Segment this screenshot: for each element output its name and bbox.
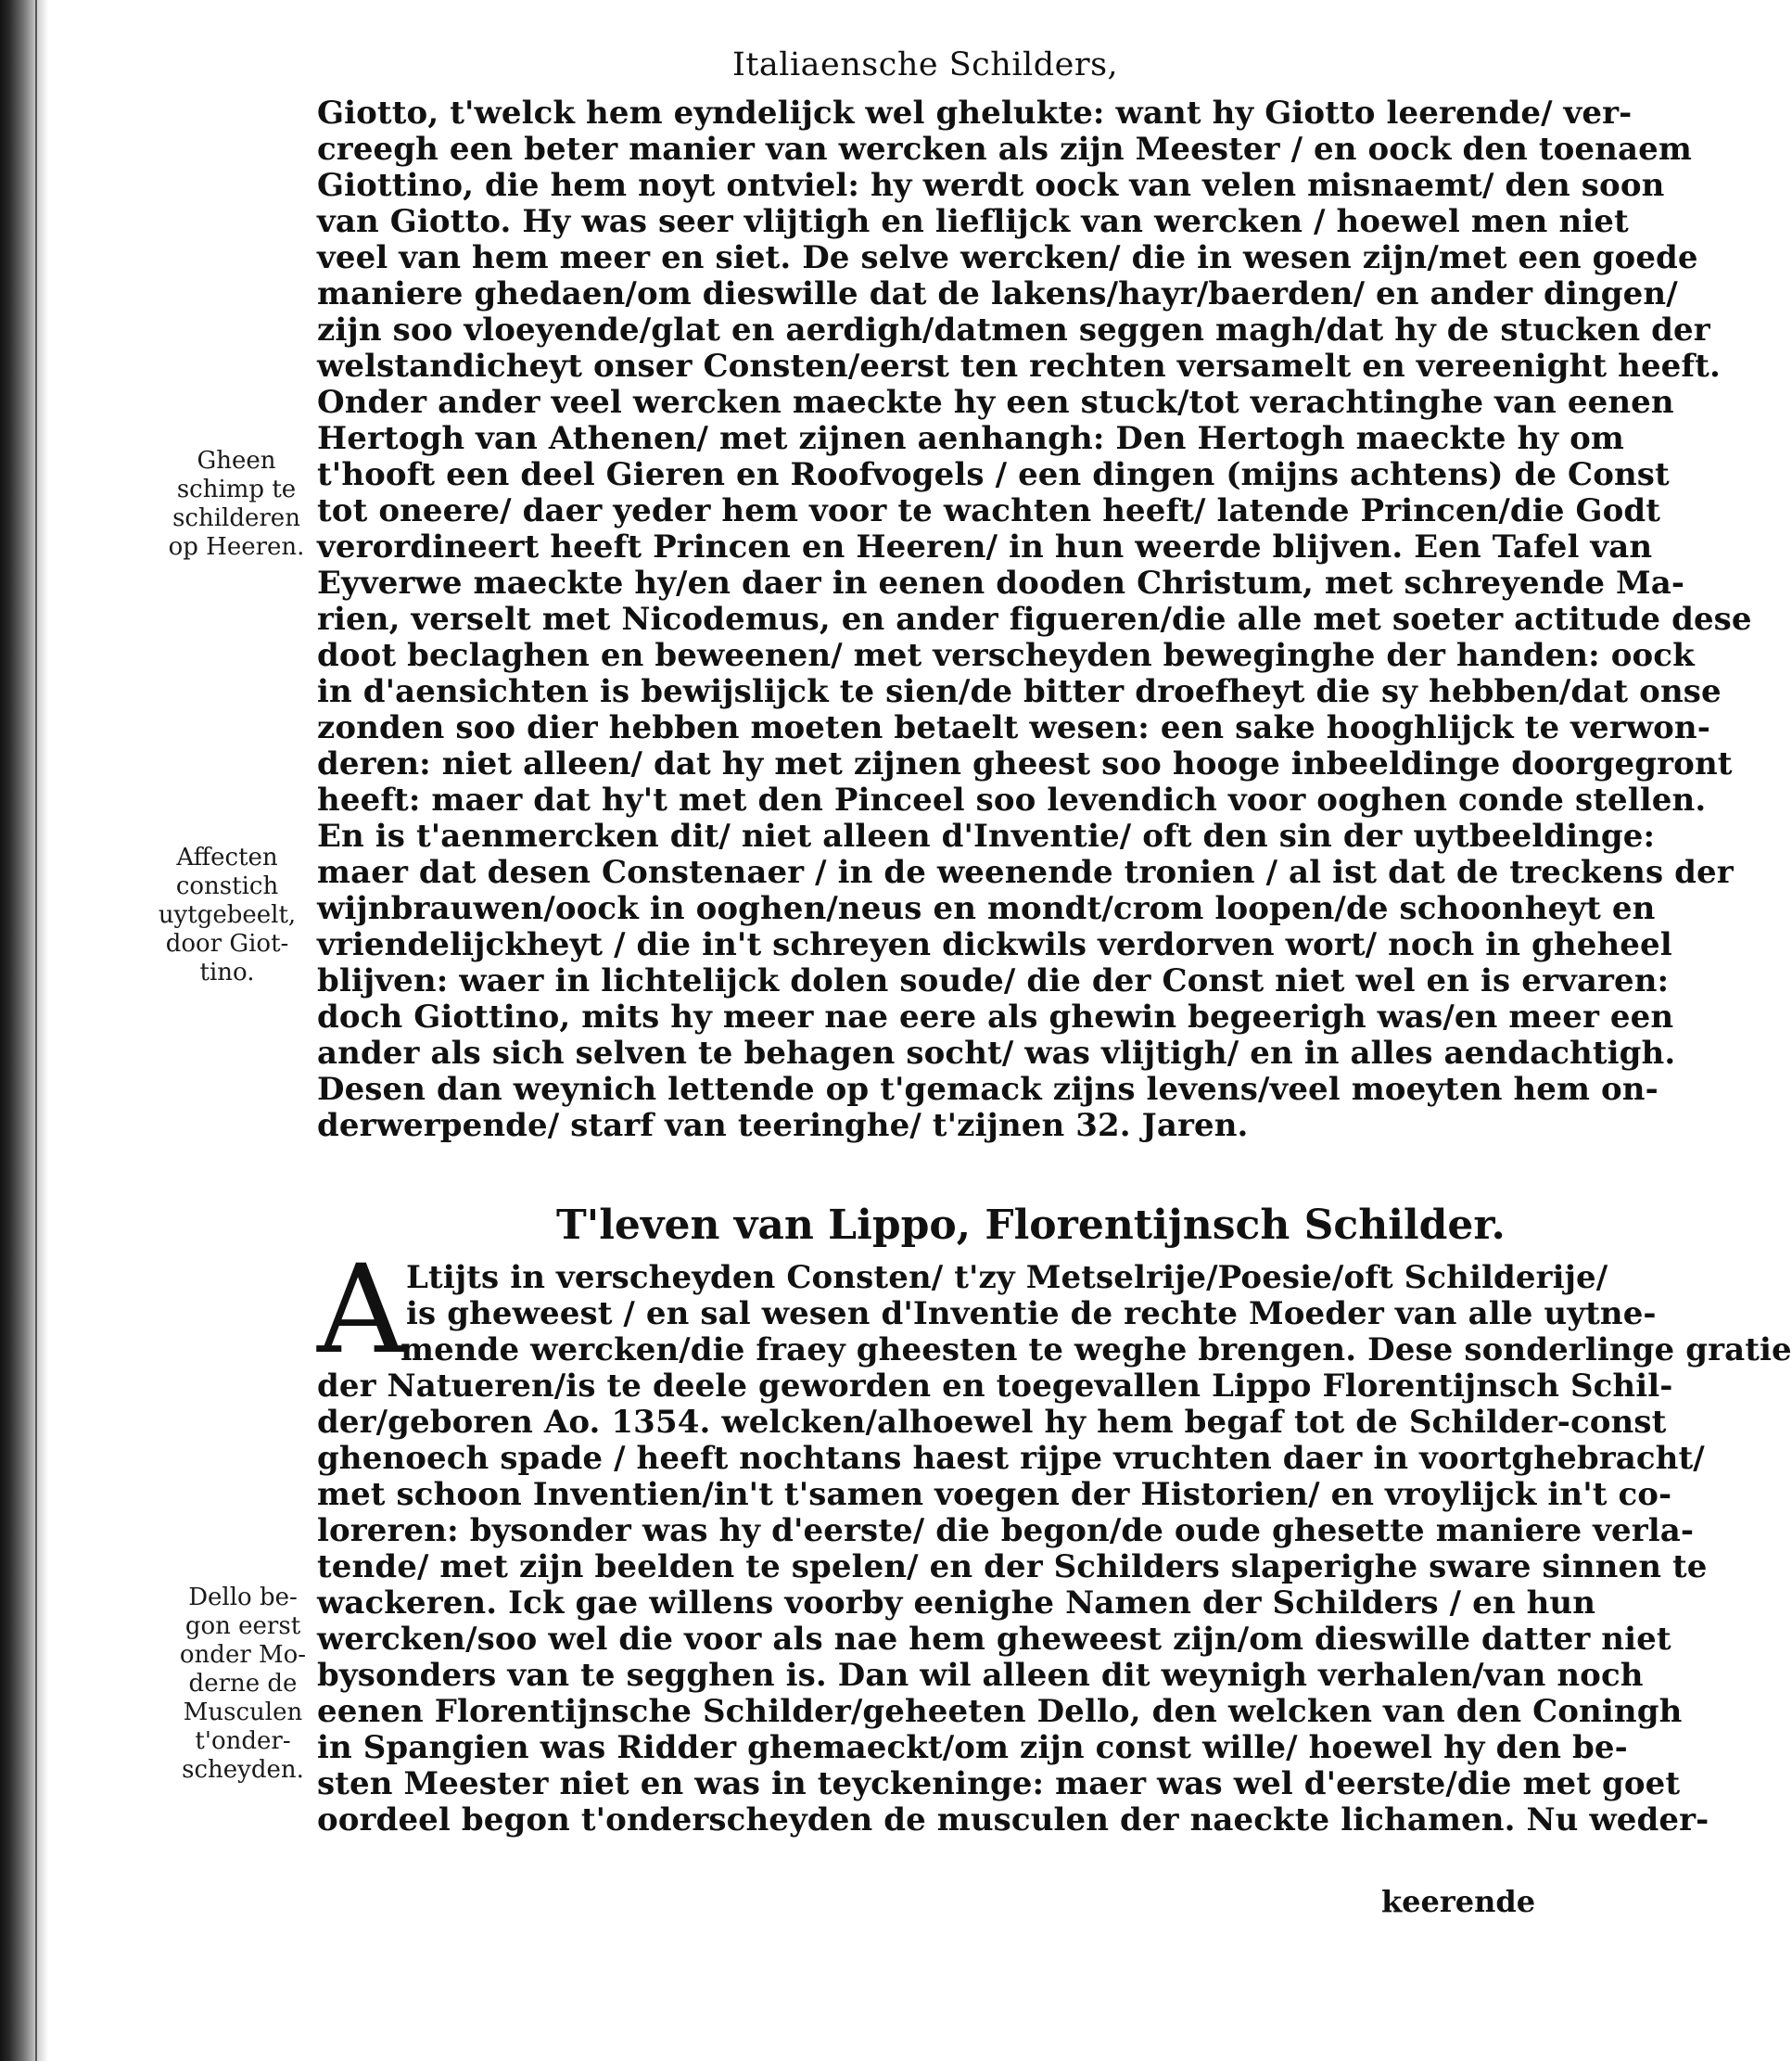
margin-note-line: onder Mo- (179, 1641, 307, 1669)
margin-note-line: Gheen (197, 447, 276, 475)
text-line: van Giotto. Hy was seer vlijtigh en lieflijck van wercken / hoewel men niet (317, 203, 1629, 240)
text-line: Hertogh van Athenen/ met zijnen aenhangh: Den Hertogh maeckte hy om (317, 420, 1624, 457)
text-line: Eyverwe maeckte hy/en daer in eenen dooden Christum, met schreyende Ma- (317, 565, 1685, 602)
margin-note-line: scheyden. (182, 1756, 304, 1784)
margin-note-line: derne de (188, 1670, 298, 1698)
text-line: tende/ met zijn beelden te spelen/ en der Schilders slaperighe sware sinnen te (317, 1548, 1708, 1585)
margin-note-affecten (139, 844, 315, 987)
margin-note-line: Dello be- (188, 1584, 298, 1611)
drop-cap: A (317, 1239, 406, 1381)
text-line: der Natueren/is te deele geworden en toegevallen Lippo Florentijnsch Schil- (317, 1368, 1673, 1405)
text-line: eenen Florentijnsche Schilder/geheeten Dello, den welcken van den Coningh (317, 1693, 1683, 1730)
margin-note-line: t'onder- (195, 1727, 291, 1755)
body-text-block (317, 95, 1752, 1144)
margin-note-line: tino. (199, 959, 255, 986)
text-line: deren: niet alleen/ dat hy met zijnen gheest soo hooge inbeeldinge doorgegront (317, 745, 1733, 782)
text-line: En is t'aenmercken dit/ niet alleen d'Inventie/ oft den sin der uytbeeldinge: (317, 818, 1656, 855)
margin-note-line: constich (175, 872, 279, 900)
text-line: bysonders van te segghen is. Dan wil alleen dit weynigh verhalen/van noch (317, 1657, 1644, 1694)
margin-note-line: uytgebeelt, (158, 901, 297, 929)
margin-note-line: schilderen (172, 504, 300, 532)
text-line: wackeren. Ick gae willens voorby eenighe Namen der Schilders / en hun (317, 1584, 1596, 1622)
text-line: is gheweest / en sal wesen d'Inventie de rechte Moeder van alle uytne- (406, 1295, 1657, 1332)
text-line: welstandicheyt onser Consten/eerst ten rechten versamelt en vereenight heeft. (317, 348, 1721, 385)
margin-note-dello (169, 1584, 317, 1785)
text-line: wercken/soo wel die voor als nae hem gheweest zijn/om dieswille datter niet (317, 1621, 1671, 1658)
running-title: Italiaensche Schilders, (732, 46, 1119, 83)
text-line: ander als sich selven te behagen socht/ was vlijtigh/ en in alles aendachtigh. (317, 1035, 1676, 1072)
margin-note-line: Affecten (176, 844, 278, 871)
chapter-heading: T'leven van Lippo, Florentijnsch Schilder. (556, 1202, 1506, 1249)
text-line: doch Giottino, mits hy meer nae eere als ghewin begeerigh was/en meer een (317, 999, 1674, 1036)
text-line: t'hooft een deel Gieren en Roofvogels / een dingen (mijns achtens) de Const (317, 456, 1670, 493)
page-binding-edge (0, 0, 48, 2061)
text-line: maer dat desen Constenaer / in de weenende tronien / al ist dat de treckens der (317, 854, 1734, 891)
text-line: met schoon Inventien/in't t'samen voegen der Historien/ en vroylijck in't co- (317, 1476, 1672, 1513)
margin-note-line: op Heeren. (168, 533, 305, 561)
text-line: tot oneere/ daer yeder hem voor te wachten heeft/ latende Princen/die Godt (317, 492, 1661, 529)
text-line: mende wercken/die fraey gheesten te weghe brengen. Dese sonderlinge gratie (400, 1331, 1792, 1368)
page-edge-line (35, 0, 37, 2061)
text-line: sten Meester niet en was in teyckeninge: maer was wel d'eerste/die met goet (317, 1765, 1681, 1802)
text-line: in d'aensichten is bewijslijck te sien/de bitter droefheyt die sy hebben/dat onse (317, 673, 1722, 710)
text-line: verordineert heeft Princen en Heeren/ in hun weerde blijven. Een Tafel van (317, 528, 1653, 566)
text-line: in Spangien was Ridder ghemaeckt/om zijn const wille/ hoewel hy den be- (317, 1729, 1628, 1766)
text-line: creegh een beter manier van wercken als zijn Meester / en oock den toenaem (317, 131, 1692, 168)
catchword: keerende (1381, 1884, 1536, 1919)
text-line: Ltijts in verscheyden Consten/ t'zy Metselrije/Poesie/oft Schilderije/ (406, 1259, 1608, 1296)
text-line: Desen dan weynich lettende op t'gemack zijns levens/veel moeyten hem on- (317, 1071, 1659, 1108)
text-line: maniere ghedaen/om dieswille dat de lakens/hayr/baerden/ en ander dingen/ (317, 275, 1678, 312)
text-line: ghenoech spade / heeft nochtans haest rijpe vruchten daer in voortghebracht/ (317, 1440, 1705, 1477)
text-line: heeft: maer dat hy't met den Pinceel soo levendich voor ooghen conde stellen. (317, 782, 1707, 819)
text-line: rien, verselt met Nicodemus, en ander figueren/die alle met soeter actitude dese (317, 601, 1752, 638)
text-line: wijnbrauwen/oock in ooghen/neus en mondt/crom loopen/de schoonheyt en (317, 890, 1656, 927)
margin-note-line: gon eerst (184, 1612, 301, 1640)
text-line: derwerpende/ starf van teeringhe/ t'zijnen 32. Jaren. (317, 1107, 1249, 1144)
text-line: zijn soo vloeyende/glat en aerdigh/datmen seggen magh/dat hy de stucken der (317, 312, 1710, 349)
margin-note-line: door Giot- (165, 930, 289, 958)
margin-note-line: schimp te (176, 476, 297, 503)
chapter-text-block (317, 1239, 1792, 1838)
text-line: vriendelijckheyt / die in't schreyen dickwils verdorven wort/ noch in gheheel (317, 926, 1672, 963)
text-line: Giotto, t'welck hem eyndelijck wel ghelukte: want hy Giotto leerende/ ver- (317, 95, 1633, 132)
text-line: blijven: waer in lichtelijck dolen soude/ die der Const niet wel en is ervaren: (317, 962, 1670, 999)
text-line: zonden soo dier hebben moeten betaelt wesen: een sake hooghlijck te verwon- (317, 709, 1710, 746)
text-line: Onder ander veel wercken maeckte hy een stuck/tot verachtinghe van eenen (317, 384, 1674, 421)
text-line: loreren: bysonder was hy d'eerste/ die begon/de oude ghesette maniere verla- (317, 1512, 1695, 1549)
text-line: oordeel begon t'onderscheyden de musculen der naeckte lichamen. Nu weder- (317, 1801, 1709, 1838)
text-line: Giottino, die hem noyt ontviel: hy werdt oock van velen misnaemt/ den soon (317, 167, 1665, 204)
text-line: veel van hem meer en siet. De selve wercken/ die in wesen zijn/met een goede (317, 239, 1698, 276)
margin-note-heeren (148, 447, 324, 562)
margin-note-line: Musculen (183, 1698, 303, 1726)
text-line: doot beclaghen en beweenen/ met verscheyden beweginghe der handen: oock (317, 637, 1695, 674)
text-line: der/geboren Ao. 1354. welcken/alhoewel hy hem begaf tot de Schilder-const (317, 1404, 1667, 1441)
